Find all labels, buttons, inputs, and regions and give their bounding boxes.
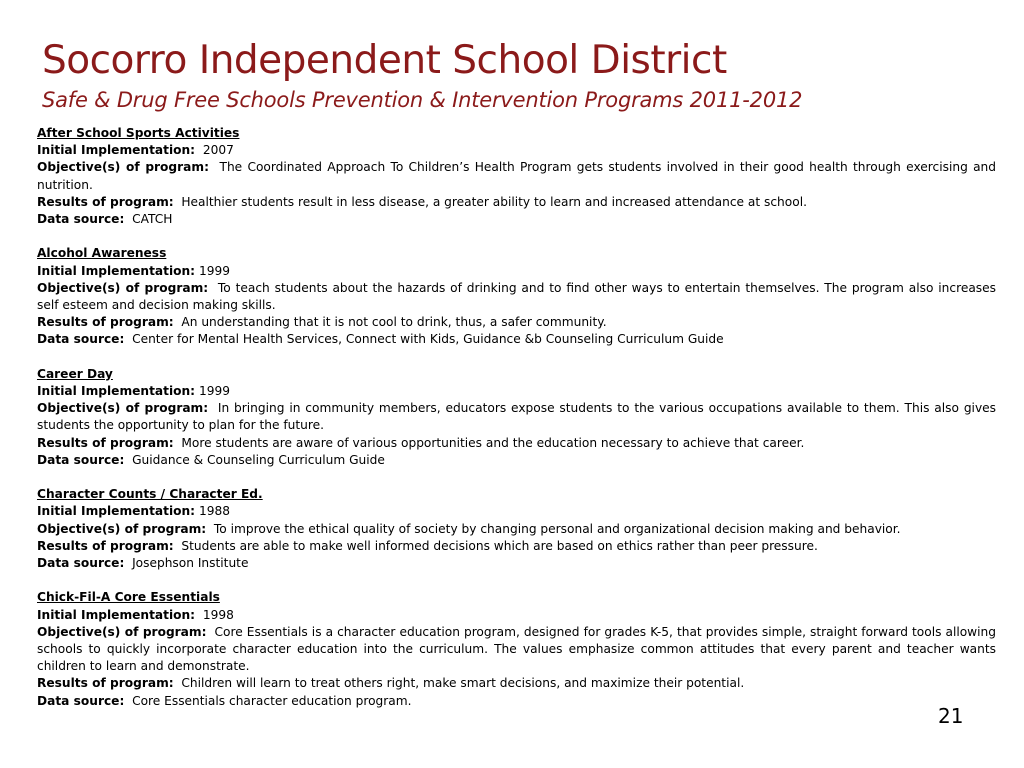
implementation-label: Initial Implementation: [37, 607, 196, 622]
objective-row [37, 280, 996, 314]
page-number: 21 [938, 704, 964, 728]
data-source-row [37, 693, 996, 710]
objective-label: Objective(s) of program: [37, 280, 209, 295]
data-source-label: Data source: [37, 556, 125, 571]
program-block [37, 245, 996, 348]
objective-row [37, 521, 996, 538]
data-source-label: Data source: [37, 693, 125, 708]
objective-value: In bringing in community members, educators expose students to the various occupations available to them. This also gives students the opportunity to plan for the future. [37, 401, 997, 433]
implementation-value: 1998 [202, 607, 234, 622]
results-label: Results of program: [37, 676, 174, 691]
results-label: Results of program: [37, 315, 174, 330]
data-source-value: CATCH [132, 212, 173, 227]
data-source-row [37, 555, 996, 572]
objective-row [37, 624, 996, 676]
objective-row [37, 400, 996, 434]
program-name: Career Day [37, 366, 113, 381]
data-source-label: Data source: [37, 332, 125, 347]
program-name: Alcohol Awareness [37, 246, 167, 261]
implementation-row [37, 503, 996, 520]
implementation-value: 1999 [198, 384, 230, 399]
program-block [37, 589, 996, 709]
implementation-value: 1988 [198, 504, 230, 519]
program-name: After School Sports Activities [37, 126, 240, 140]
programs-list [37, 125, 996, 710]
data-source-value: Guidance & Counseling Curriculum Guide [132, 452, 385, 467]
results-row [37, 435, 996, 452]
objective-label: Objective(s) of program: [37, 401, 209, 416]
results-value: More students are aware of various opportunities and the education necessary to achieve that career. [181, 435, 805, 450]
slide-subtitle: Safe & Drug Free Schools Prevention & Intervention Programs 2011-2012 [42, 88, 803, 112]
results-value: Children will learn to treat others right, make smart decisions, and maximize their potential. [181, 676, 745, 691]
data-source-row [37, 331, 996, 348]
results-label: Results of program: [37, 194, 174, 209]
slide-title: Socorro Independent School District [42, 38, 727, 83]
program-block [37, 486, 996, 572]
objective-value: To teach students about the hazards of drinking and to find other ways to entertain themselves. The program also increases self esteem and decision making skills. [37, 280, 996, 313]
results-row [37, 538, 996, 555]
program-name: Chick-Fil-A Core Essentials [37, 590, 220, 605]
results-row [37, 194, 996, 211]
objective-row [37, 159, 996, 193]
objective-value: The Coordinated Approach To Children’s Health Program gets students involved in their good health through exercising and nutrition. [37, 160, 997, 192]
results-row [37, 314, 996, 331]
implementation-label: Initial Implementation: [37, 384, 196, 399]
data-source-label: Data source: [37, 452, 125, 467]
data-source-row [37, 452, 996, 469]
implementation-label: Initial Implementation: [37, 143, 196, 158]
objective-value: To improve the ethical quality of society by changing personal and organizational decision making and behavior. [213, 521, 901, 536]
implementation-row [37, 142, 996, 159]
implementation-label: Initial Implementation: [37, 263, 196, 278]
implementation-value: 1999 [198, 263, 230, 278]
objective-label: Objective(s) of program: [37, 624, 207, 639]
results-value: Healthier students result in less disease, a greater ability to learn and increased attendance at school. [181, 194, 807, 209]
results-label: Results of program: [37, 538, 174, 553]
data-source-value: Center for Mental Health Services, Connect with Kids, Guidance &b Counseling Curriculum Guide [132, 332, 724, 347]
results-value: An understanding that it is not cool to drink, thus, a safer community. [181, 315, 607, 330]
implementation-label: Initial Implementation: [37, 504, 196, 519]
program-name: Character Counts / Character Ed. [37, 487, 263, 502]
results-label: Results of program: [37, 435, 174, 450]
implementation-row [37, 383, 996, 400]
objective-label: Objective(s) of program: [37, 160, 209, 175]
implementation-row [37, 607, 996, 624]
data-source-value: Core Essentials character education program. [132, 693, 412, 708]
results-value: Students are able to make well informed decisions which are based on ethics rather than peer pressure. [181, 538, 818, 553]
data-source-value: Josephson Institute [132, 556, 249, 571]
implementation-value: 2007 [202, 143, 234, 158]
implementation-row [37, 263, 996, 280]
results-row [37, 675, 996, 692]
data-source-row [37, 211, 996, 228]
objective-value: Core Essentials is a character education program, designed for grades K-5, that provides simple, straight forward tools allowing schools to quickly incorporate character education into the curriculum. The values emphasize common attitudes that every parent and teacher wants children to learn and demonstrate. [37, 624, 996, 674]
objective-label: Objective(s) of program: [37, 521, 207, 536]
program-block [37, 125, 996, 228]
data-source-label: Data source: [37, 212, 125, 227]
program-block [37, 366, 996, 469]
